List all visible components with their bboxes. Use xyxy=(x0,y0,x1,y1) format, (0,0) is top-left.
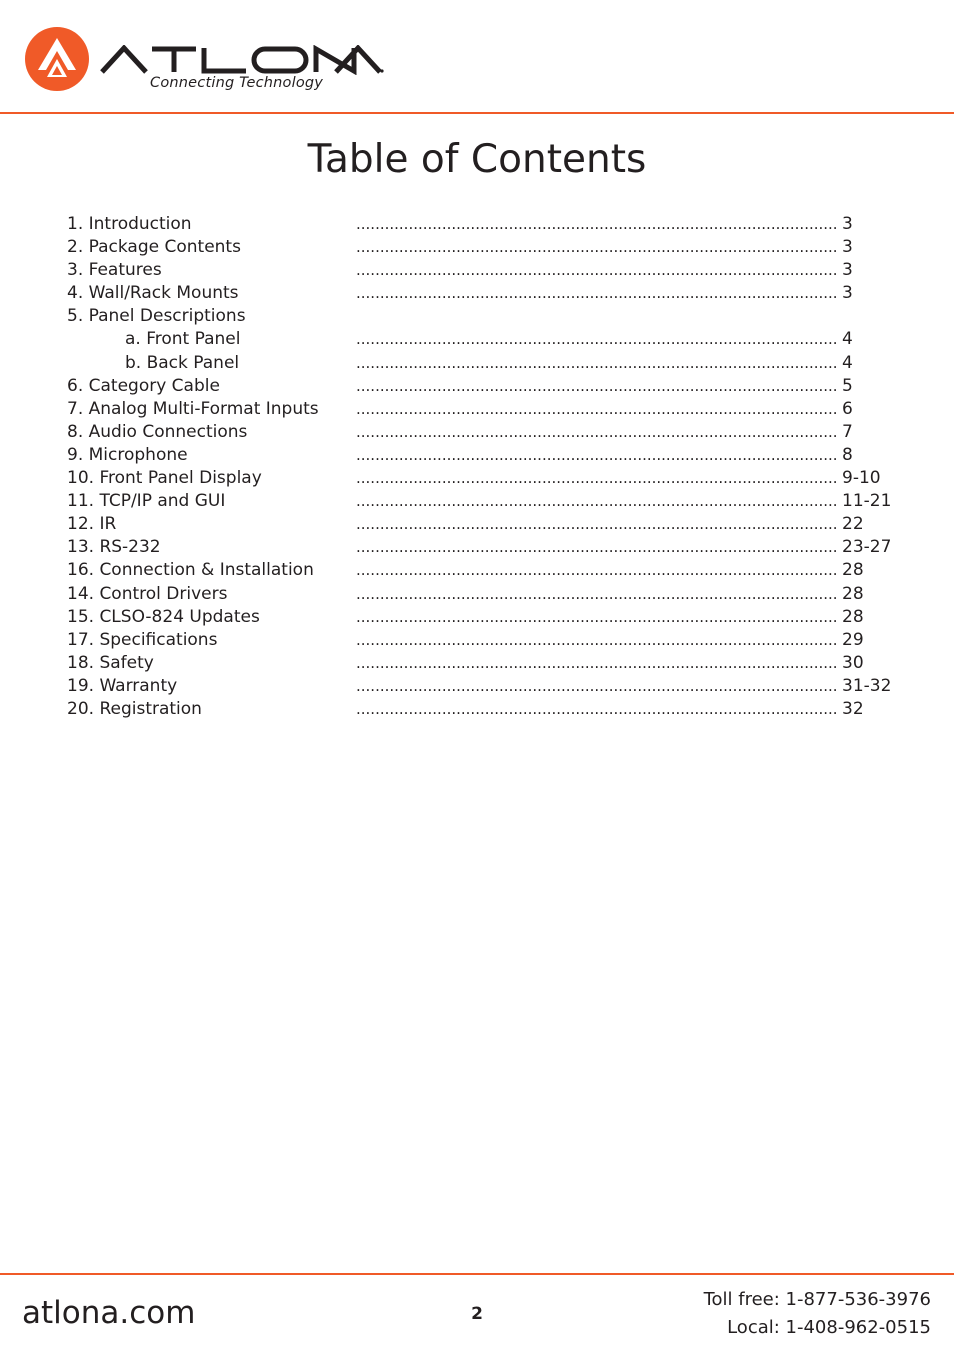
toc-entry-label: 4. Wall/Rack Mounts xyxy=(67,283,239,304)
toc-entry-page: 23-27 xyxy=(842,537,892,558)
toc-entry-label: 5. Panel Descriptions xyxy=(67,306,246,327)
toc-entry-label: 11. TCP/IP and GUI xyxy=(67,491,226,512)
toc-entry[interactable] xyxy=(67,629,907,652)
toc-dot-leader xyxy=(356,375,837,398)
footer-contact xyxy=(704,1286,931,1341)
toc-dot-leader xyxy=(356,629,837,652)
toc-dot-leader xyxy=(356,352,837,375)
toc-entry-label: 8. Audio Connections xyxy=(67,421,248,442)
toc-entry-page: 6 xyxy=(842,398,853,419)
toc-entry-label: 9. Microphone xyxy=(67,444,188,465)
toc-entry-page: 28 xyxy=(842,583,864,604)
toc-entry[interactable] xyxy=(67,375,907,398)
toc-dot-leader xyxy=(356,259,837,282)
toc-entry[interactable] xyxy=(67,444,907,467)
toc-entry-page: 3 xyxy=(842,214,853,234)
toc-entry-label: 19. Warranty xyxy=(67,675,178,696)
toc-entry-page: 30 xyxy=(842,652,864,673)
toc-entry[interactable] xyxy=(67,259,907,282)
toc-entry-label: 7. Analog Multi-Format Inputs xyxy=(67,398,319,419)
toc-entry-label: b. Back Panel xyxy=(125,352,240,373)
toc-dot-leader xyxy=(356,675,837,698)
toc-entry[interactable] xyxy=(67,583,907,606)
brand-tagline: Connecting Technology xyxy=(150,75,324,91)
toc-entry[interactable] xyxy=(67,559,907,582)
toc-dot-leader xyxy=(356,282,837,305)
page-header xyxy=(0,0,954,113)
atlona-logo-icon xyxy=(24,26,90,92)
toc-dot-leader xyxy=(356,652,837,675)
page-title: Table of Contents xyxy=(307,137,647,182)
toc-entry[interactable] xyxy=(67,467,907,490)
toc-entry[interactable] xyxy=(67,305,907,328)
toc-entry[interactable] xyxy=(67,606,907,629)
toc-entry-label: 12. IR xyxy=(67,514,117,535)
page-number: 2 xyxy=(471,1304,483,1324)
local-number: Local: 1-408-962-0515 xyxy=(727,1316,931,1338)
toc-entry-label: 20. Registration xyxy=(67,698,202,719)
toc-entry-page: 28 xyxy=(842,560,864,581)
toc-dot-leader xyxy=(356,559,837,582)
toc-entry-page: 4 xyxy=(842,352,853,373)
toc-entry-page: 3 xyxy=(842,260,853,281)
toc-entry-label: 15. CLSO-824 Updates xyxy=(67,606,260,627)
table-of-contents xyxy=(67,213,907,721)
toc-entry-page: 32 xyxy=(842,698,864,719)
toc-entry-page: 5 xyxy=(842,375,853,396)
toc-dot-leader xyxy=(356,606,837,629)
header-divider xyxy=(0,112,954,114)
toc-dot-leader xyxy=(356,698,837,721)
toc-entry-page: 9-10 xyxy=(842,468,881,489)
toc-entry-page: 11-21 xyxy=(842,491,892,512)
toc-entry[interactable] xyxy=(67,236,907,259)
toc-dot-leader xyxy=(356,398,837,421)
toc-dot-leader xyxy=(356,444,837,467)
toc-entry-label: 14. Control Drivers xyxy=(67,583,228,604)
toc-entry[interactable] xyxy=(67,421,907,444)
toc-entry-page: 22 xyxy=(842,514,864,535)
toc-dot-leader xyxy=(356,583,837,606)
toc-entry[interactable] xyxy=(67,328,907,351)
toc-dot-leader xyxy=(356,536,837,559)
toc-dot-leader xyxy=(356,236,837,259)
toc-entry-label: 16. Connection & Installation xyxy=(67,560,314,581)
toc-entry-label: 17. Specifications xyxy=(67,629,218,650)
toc-entry-page: 7 xyxy=(842,421,853,442)
toc-entry-page: 3 xyxy=(842,283,853,304)
toc-dot-leader xyxy=(356,213,837,236)
toc-dot-leader xyxy=(356,467,837,490)
toc-entry[interactable] xyxy=(67,490,907,513)
toc-entry-label: 6. Category Cable xyxy=(67,375,220,396)
toc-entry-label: 2. Package Contents xyxy=(67,237,241,258)
toc-entry[interactable] xyxy=(67,698,907,721)
toc-entry-label: 13. RS-232 xyxy=(67,537,161,558)
toc-dot-leader xyxy=(356,513,837,536)
toc-entry-page: 31-32 xyxy=(842,675,892,696)
toc-entry-page: 29 xyxy=(842,629,864,650)
toc-entry[interactable] xyxy=(67,398,907,421)
toc-entry-page: 28 xyxy=(842,606,864,627)
footer-website[interactable]: atlona.com xyxy=(22,1295,196,1331)
footer-divider xyxy=(0,1273,954,1275)
toc-entry-page: 4 xyxy=(842,329,853,350)
toc-dot-leader xyxy=(356,328,837,351)
toc-entry[interactable] xyxy=(67,675,907,698)
toc-entry-label: 1. Introduction xyxy=(67,214,192,234)
toc-entry[interactable] xyxy=(67,536,907,559)
toc-entry-label: a. Front Panel xyxy=(125,329,241,350)
toc-entry-page: 8 xyxy=(842,444,853,465)
toc-entry-label: 18. Safety xyxy=(67,652,154,673)
toc-entry-page: 3 xyxy=(842,237,853,258)
atlona-wordmark-logo xyxy=(100,45,385,75)
toc-dot-leader xyxy=(356,421,837,444)
toc-entry[interactable] xyxy=(67,213,907,236)
toc-entry[interactable] xyxy=(67,282,907,305)
toll-free-number: Toll free: 1-877-536-3976 xyxy=(703,1289,931,1310)
toc-entry[interactable] xyxy=(67,352,907,375)
toc-entry[interactable] xyxy=(67,652,907,675)
toc-dot-leader xyxy=(356,490,837,513)
toc-entry-label: 10. Front Panel Display xyxy=(67,468,262,489)
toc-entry[interactable] xyxy=(67,513,907,536)
toc-entry-label: 3. Features xyxy=(67,260,162,281)
